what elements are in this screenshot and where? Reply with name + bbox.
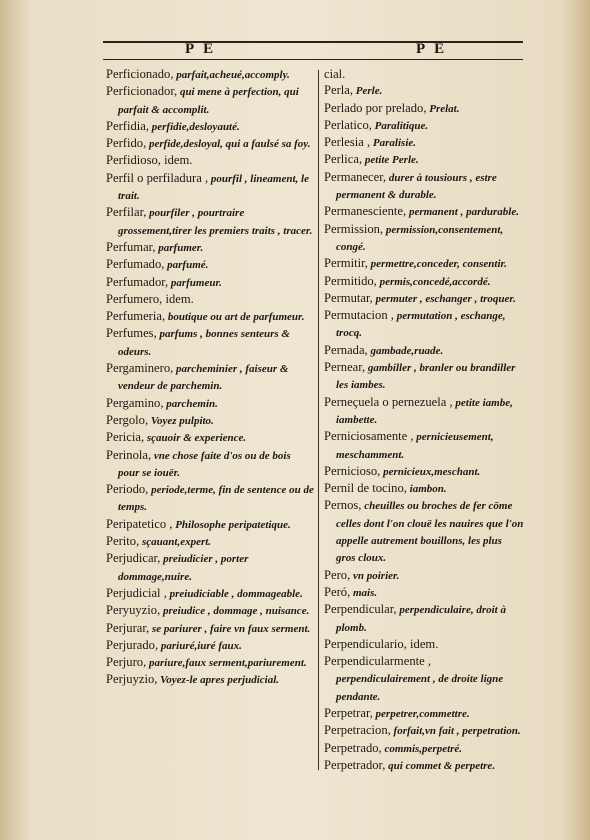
dictionary-entry — [324, 255, 524, 272]
entry-definition: mais. — [350, 586, 378, 599]
dictionary-entry — [106, 239, 314, 256]
dictionary-entry — [106, 204, 314, 239]
dictionary-entry — [324, 394, 524, 429]
entry-headword: Perfumeria, — [106, 309, 166, 324]
dictionary-entry — [324, 601, 524, 636]
entry-definition: permettre,conceder, consentir. — [367, 258, 507, 271]
entry-headword: Perpetrado, — [324, 740, 382, 755]
dictionary-entry — [106, 481, 314, 516]
entry-definition: parfumer. — [155, 241, 204, 254]
dictionary-entry — [324, 307, 524, 342]
dictionary-entry — [106, 325, 314, 360]
entry-headword: Permanesciente, — [324, 204, 407, 219]
entry-definition: qui mene à perfection, qui parfait & accomplit. — [118, 86, 299, 116]
entry-headword: Peryuyzio, — [106, 603, 161, 618]
dictionary-entry — [106, 671, 314, 688]
entry-headword: Peró, — [324, 584, 351, 599]
entry-definition: perpendiculairement , de droite ligne pendante. — [336, 673, 504, 703]
entry-definition: pourfil , lineament, le trait. — [118, 172, 309, 203]
entry-definition: vne chose faite d'os ou de bois pour se iouër. — [118, 449, 291, 479]
dictionary-entry — [106, 585, 314, 602]
entry-headword: Pergamino, — [106, 395, 164, 410]
entry-headword: Perjuyzio, — [106, 672, 158, 687]
entry-headword: Perlatico, — [324, 117, 372, 132]
continuation-text: cial. — [324, 67, 346, 81]
entry-headword: Pergolo, — [106, 412, 149, 427]
entry-headword: Perla, — [324, 83, 354, 98]
entry-definition: parfumeur. — [168, 276, 222, 289]
entry-headword: Pericia, — [106, 430, 145, 445]
entry-headword: Permanecer, — [324, 169, 387, 184]
dictionary-entry — [324, 203, 524, 220]
entry-headword: Perpetrar, — [324, 705, 373, 720]
dictionary-entry — [106, 637, 314, 654]
running-header — [103, 38, 523, 60]
entry-definition: pariure,faux serment,pariurement. — [146, 657, 307, 670]
dictionary-entry — [106, 602, 314, 619]
entry-definition: qui commet & perpetre. — [385, 759, 496, 772]
entry-headword: Perlica, — [324, 152, 363, 167]
dictionary-entry — [106, 550, 314, 585]
entry-definition: preiudicier , porter dommage,nuire. — [118, 553, 249, 583]
header-left-letters: P E — [185, 41, 217, 57]
entry-headword: Perjurado, — [106, 637, 159, 652]
entry-definition: parchemin. — [163, 397, 218, 410]
entry-headword: Pernicioso, — [324, 463, 381, 478]
entry-headword: Perfumado, — [106, 257, 165, 272]
entry-headword: Perneçuela o pernezuela , — [324, 394, 453, 409]
entry-definition: perfide,desloyal, qui a faulsé sa foy. — [146, 138, 311, 151]
entry-headword: Permission, — [324, 221, 384, 236]
entry-headword: Periodo, — [106, 482, 149, 497]
entry-headword: Peripatetico , — [106, 516, 173, 531]
entry-headword: Perniciosamente , — [324, 429, 414, 444]
dictionary-entry — [106, 291, 314, 308]
entry-headword: Perjurar, — [106, 620, 150, 635]
dictionary-entry — [324, 342, 524, 359]
entry-definition: Voyez pulpito. — [148, 414, 214, 427]
entry-headword: Pernear, — [324, 360, 366, 375]
dictionary-entry — [324, 169, 524, 204]
dictionary-entry — [106, 308, 314, 325]
entry-headword: Perjudicial , — [106, 585, 167, 600]
entry-definition: petite Perle. — [362, 154, 419, 167]
dictionary-entry — [106, 395, 314, 412]
entry-headword: Permutacion , — [324, 308, 394, 323]
dictionary-entry — [324, 480, 524, 497]
entry-headword: Permutar, — [324, 290, 373, 305]
entry-definition: cheuilles ou broches de fer cōme celles dont l'on clouë les nauires que l'on appelle autrement bouillons, les plus gros cloux. — [336, 500, 524, 565]
entry-definition: gambiller , branler ou brandiller les iambes. — [336, 362, 516, 392]
entry-headword: Perfumero, idem. — [106, 291, 194, 306]
entry-definition: Paralitique. — [371, 119, 429, 132]
right-column — [324, 66, 524, 774]
entry-definition: pariuré,iuré faux. — [158, 639, 242, 652]
dictionary-entry — [106, 274, 314, 291]
entry-definition: parcheminier , faiseur & vendeur de parchemin. — [118, 363, 289, 393]
entry-definition: preiudiciable , dommageable. — [166, 587, 303, 600]
dictionary-entry — [324, 134, 524, 151]
dictionary-entry — [324, 636, 524, 653]
entry-definition: perfidie,desloyauté. — [149, 120, 240, 133]
entry-definition: permission,consentement, congé. — [336, 223, 504, 253]
dictionary-entry — [106, 412, 314, 429]
dictionary-entry — [106, 447, 314, 482]
entry-headword: Perfido, — [106, 136, 147, 151]
entry-definition: parfums , bonnes senteurs & odeurs. — [118, 328, 290, 358]
left-column — [106, 66, 314, 689]
dictionary-entry — [106, 620, 314, 637]
dictionary-entry — [324, 584, 524, 601]
entry-headword: Perlado por prelado, — [324, 100, 427, 115]
entry-definition: Perle. — [353, 85, 383, 98]
dictionary-entry — [106, 118, 314, 135]
entry-definition: iambon. — [406, 483, 447, 496]
entry-headword: Perfumes, — [106, 326, 157, 341]
entry-headword: Perfil o perfiladura , — [106, 170, 209, 185]
dictionary-entry — [324, 757, 524, 774]
dictionary-entry — [106, 516, 314, 533]
dictionary-entry — [324, 653, 524, 705]
entry-definition: se pariurer , faire vn faux serment. — [149, 622, 311, 635]
dictionary-entry — [324, 497, 524, 566]
entry-definition: petite iambe, iambette. — [336, 396, 513, 426]
entry-definition: permuter , eschanger , troquer. — [372, 292, 516, 305]
entry-headword: Perfumador, — [106, 274, 169, 289]
entry-definition: permutation , eschange, trocq. — [336, 310, 506, 340]
entry-definition: perpendiculaire, droit à plomb. — [336, 604, 506, 634]
entry-definition: Voyez-le apres perjudicial. — [157, 674, 280, 687]
entry-headword: Perpetracion, — [324, 723, 391, 738]
entry-headword: Perpendicular, — [324, 602, 397, 617]
dictionary-entry — [106, 83, 314, 118]
dictionary-entry — [324, 100, 524, 117]
entry-headword: Perficionador, — [106, 84, 178, 99]
entry-headword: Pergaminero, — [106, 361, 174, 376]
entry-headword: Perinola, — [106, 447, 152, 462]
dictionary-entry — [106, 429, 314, 446]
entry-headword: Perfidia, — [106, 118, 150, 133]
entry-headword: Perfumar, — [106, 239, 156, 254]
entry-headword: Pernil de tocino, — [324, 481, 407, 496]
dictionary-entry — [106, 533, 314, 550]
entry-definition: permanent , pardurable. — [406, 206, 519, 219]
entry-headword: Permitir, — [324, 256, 368, 271]
entry-headword: Permitido, — [324, 273, 377, 288]
entry-headword: Perpendicularmente , — [324, 654, 432, 669]
header-rule-bottom — [103, 59, 523, 60]
entry-headword: Perfidioso, idem. — [106, 153, 193, 168]
dictionary-entry — [106, 152, 314, 169]
entry-definition: pourfiler , pourtraire grossement,tirer les premiers traits , tracer. — [118, 207, 313, 237]
dictionary-entry — [106, 66, 314, 83]
header-right-letters: P E — [416, 41, 448, 57]
dictionary-entry — [324, 221, 524, 256]
entry-headword: Perpetrador, — [324, 757, 386, 772]
entry-definition: parfait,acheué,accomply. — [173, 69, 290, 81]
entry-headword: Pernos, — [324, 498, 362, 513]
entry-definition: forfait,vn fait , perpetration. — [390, 725, 521, 738]
entry-definition: Paralisie. — [370, 137, 417, 150]
dictionary-entry — [324, 740, 524, 757]
entry-definition: perpetrer,commettre. — [372, 707, 470, 720]
entry-headword: Pero, — [324, 567, 351, 582]
header-rule-top — [103, 41, 523, 43]
dictionary-entry — [324, 117, 524, 134]
dictionary-entry — [324, 428, 524, 463]
entry-definition: parfumé. — [164, 259, 209, 272]
entry-headword: Perpendiculario, idem. — [324, 636, 439, 651]
entry-headword: Perfilar, — [106, 205, 147, 220]
entry-definition: Prelat. — [426, 102, 460, 115]
entry-definition: sçauant,expert. — [139, 536, 212, 549]
entry-definition: permis,concedé,accordé. — [376, 275, 491, 288]
entry-definition: periode,terme, fin de sentence ou de temps. — [118, 484, 314, 514]
dictionary-entry — [106, 256, 314, 273]
entry-definition: gambade,ruade. — [367, 344, 444, 357]
dictionary-entry — [324, 359, 524, 394]
entry-headword: Perficionado, — [106, 67, 174, 81]
dictionary-entry — [106, 170, 314, 205]
entry-definition: pernicieusement, meschamment. — [336, 431, 494, 461]
entry-headword: Perito, — [106, 534, 140, 549]
entry-headword: Pernada, — [324, 342, 368, 357]
entry-headword: Perjuro, — [106, 655, 147, 670]
entry-definition: pernicieux,meschant. — [380, 465, 481, 478]
entry-definition: preiudice , dommage , nuisance. — [160, 605, 310, 618]
dictionary-entry — [324, 151, 524, 168]
column-divider — [318, 70, 319, 770]
dictionary-entry — [324, 290, 524, 307]
entry-definition: sçauoir & experience. — [144, 432, 247, 445]
dictionary-entry — [324, 463, 524, 480]
entry-definition: boutique ou art de parfumeur. — [165, 311, 305, 324]
entry-definition: durer à tousiours , estre permanent & durable. — [336, 171, 497, 202]
dictionary-entry — [324, 705, 524, 722]
entry-headword: Perjudicar, — [106, 551, 161, 566]
entry-definition: Philosophe peripatetique. — [172, 518, 291, 531]
dictionary-entry — [106, 135, 314, 152]
entry-definition: vn poirier. — [350, 569, 400, 582]
dictionary-entry — [324, 722, 524, 739]
dictionary-entry — [324, 567, 524, 584]
dictionary-entry — [324, 273, 524, 290]
dictionary-entry — [324, 82, 524, 99]
entry-definition: commis,perpetré. — [381, 742, 463, 755]
dictionary-entry — [106, 360, 314, 395]
entry-headword: Perlesia , — [324, 135, 371, 150]
dictionary-entry — [106, 654, 314, 671]
